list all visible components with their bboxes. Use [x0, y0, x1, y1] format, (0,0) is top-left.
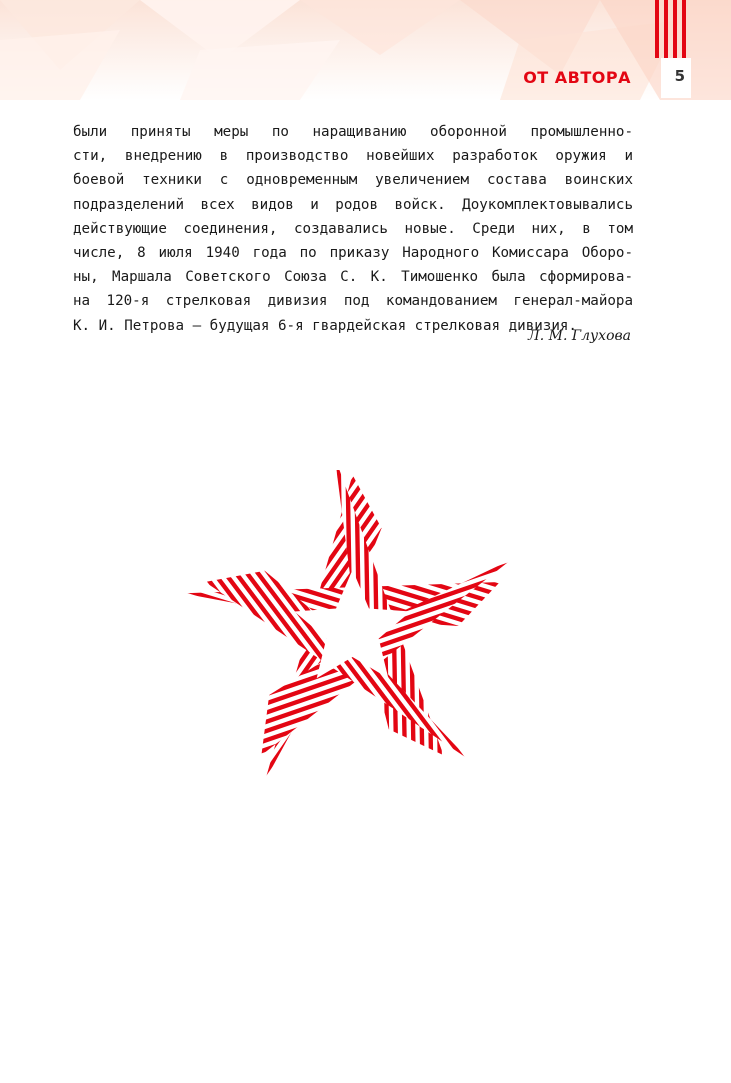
author-signature: Л. М. Глухова: [528, 328, 631, 344]
text-line: на 120-я стрелковая дивизия под командованием генерал-майора: [73, 293, 633, 310]
text-line: боевой техники с одновременным увеличением состава воинских: [73, 172, 633, 189]
text-line: сти, внедрению в производство новейших разработок оружия и: [73, 148, 633, 165]
body-paragraph: [73, 120, 633, 338]
striped-red-star-icon: [185, 470, 520, 780]
page-number: 5: [674, 67, 685, 85]
text-line: ны, Маршала Советского Союза С. К. Тимошенко была сформирова-: [73, 269, 633, 286]
section-title: ОТ АВТОРА: [523, 68, 631, 87]
text-line: подразделений всех видов и родов войск. Доукомплектовывались: [73, 196, 633, 213]
text-line: числе, 8 июля 1940 года по приказу Народного Комиссара Оборо-: [73, 245, 633, 262]
text-line: действующие соединения, создавались новые. Среди них, в том: [73, 220, 633, 237]
text-line: К. И. Петрова — будущая 6-я гвардейская стрелковая дивизия.: [73, 317, 577, 334]
text-line: были приняты меры по наращиванию оборонной промышленно-: [73, 124, 633, 140]
